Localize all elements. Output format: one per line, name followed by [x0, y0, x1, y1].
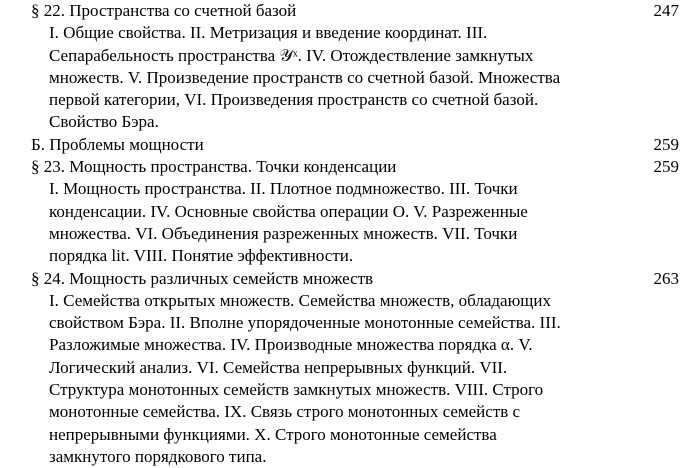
- toc-heading-row: [0, 134, 683, 156]
- description-line: свойством Бэра. II. Вполне упорядоченные монотонные семейства. III.: [49, 313, 561, 333]
- toc-page-number: 259: [653, 157, 679, 177]
- description-line: монотонные семейства. IX. Связь строго монотонных семейств с: [49, 402, 521, 422]
- description-line: Логический анализ. VI. Семейства непрерывных функций. VII.: [49, 357, 508, 377]
- toc-heading-row: [0, 0, 683, 22]
- toc-heading-row: [0, 268, 683, 290]
- toc-entry-description: [0, 22, 683, 133]
- toc-heading-title: § 24. Мощность различных семейств множеств: [31, 268, 374, 288]
- toc-entry-section-23: [0, 156, 683, 267]
- toc-entry-section-22: [0, 0, 683, 134]
- toc-page-number: 247: [653, 1, 679, 20]
- toc-entry-description: [0, 290, 683, 468]
- description-line: Свойство Бэра.: [49, 112, 159, 132]
- toc-page-number: 263: [653, 268, 679, 288]
- description-line: замкнутого порядкового типа.: [49, 446, 267, 466]
- description-line: конденсации. IV. Основные свойства операции O. V. Разреженные: [49, 201, 528, 221]
- toc-heading-title: § 23. Мощность пространства. Точки конденсации: [31, 157, 397, 177]
- toc-entry-part-b: [0, 134, 683, 156]
- toc-heading-title: § 22. Пространства со счетной базой: [31, 1, 297, 20]
- description-line: I. Мощность пространства. II. Плотное подмножество. III. Точки: [49, 179, 518, 199]
- description-line: первой категории, VI. Произведения пространств со счетной базой.: [49, 90, 539, 110]
- description-line: Сепарабельность пространства 𝒴ˣ. IV. Отождествление замкнутых: [49, 45, 534, 65]
- description-line: I. Общие свойства. II. Метризация и введение координат. III.: [49, 23, 488, 43]
- description-line: I. Семейства открытых множеств. Семейства множеств, обладающих: [49, 290, 551, 310]
- toc-entry-section-24: [0, 268, 683, 468]
- toc-heading-title: Б. Проблемы мощности: [31, 134, 204, 154]
- description-line: непрерывными функциями. X. Строго монотонные семейства: [49, 424, 497, 444]
- description-line: множества. VI. Объединения разреженных множеств. VII. Точки: [49, 223, 518, 243]
- toc-page-number: 259: [653, 134, 679, 154]
- description-line: Структура монотонных семейств замкнутых множеств. VIII. Строго: [49, 380, 544, 400]
- toc-entry-description: [0, 178, 683, 267]
- description-line: Разложимые множества. IV. Производные множества порядка α. V.: [49, 335, 533, 355]
- description-line: порядка lit. VIII. Понятие эффективности.: [49, 246, 354, 266]
- toc-heading-row: [0, 156, 683, 178]
- description-line: множеств. V. Произведение пространств со счетной базой. Множества: [49, 67, 561, 87]
